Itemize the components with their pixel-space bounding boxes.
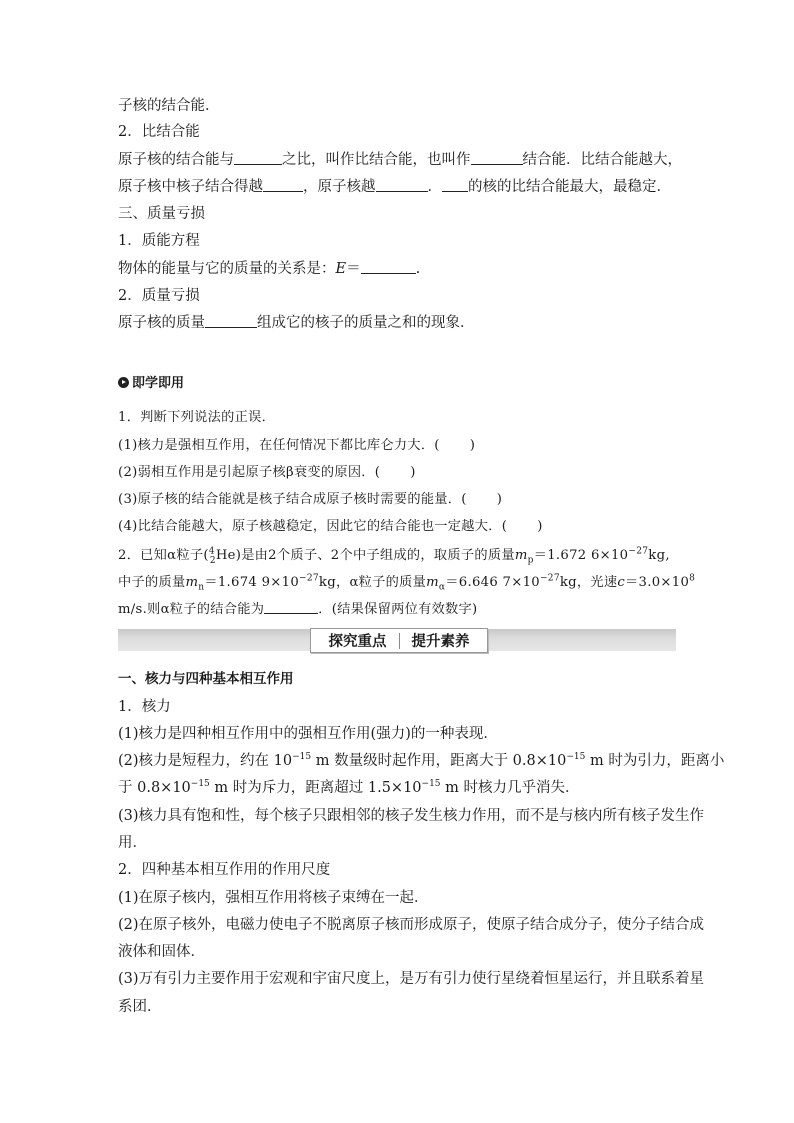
exponent: −27 bbox=[628, 546, 649, 557]
mass-number: 4 bbox=[208, 546, 215, 557]
text: ＝ bbox=[346, 261, 361, 277]
text: 系团． bbox=[118, 999, 162, 1015]
text: 2．质量亏损 bbox=[118, 288, 200, 304]
text: 中子的质量 bbox=[118, 575, 186, 590]
question-2-line-1 bbox=[118, 546, 670, 566]
section-heading-mass-defect bbox=[118, 204, 205, 224]
text: m 时为斥力，距离超过 1.5×10 bbox=[209, 780, 422, 796]
judge-item-1 bbox=[118, 436, 475, 456]
text: 即学即用 bbox=[132, 376, 185, 391]
judge-item-3 bbox=[118, 490, 502, 510]
subscript: n bbox=[198, 582, 205, 593]
text: 的核的比结合能最大，最稳定． bbox=[468, 179, 671, 195]
fill-blank[interactable] bbox=[471, 150, 523, 165]
subscript: α bbox=[438, 582, 446, 593]
text: (4)比结合能越大，原子核越稳定，因此它的结合能也一定越大．( bbox=[118, 519, 508, 534]
text: 子核的结合能． bbox=[118, 98, 220, 114]
fill-blank[interactable] bbox=[234, 150, 282, 165]
text: 用． bbox=[118, 835, 147, 851]
symbol-m: m bbox=[426, 575, 439, 590]
banner-title-right: 提升素养 bbox=[411, 634, 470, 650]
text: ＝3.0×10 bbox=[625, 575, 690, 590]
text: (2)弱相互作用是引起原子核β衰变的原因．( bbox=[118, 465, 381, 480]
text: (2)核力是短程力，约在 10 bbox=[118, 753, 293, 769]
atomic-number: 2 bbox=[209, 555, 216, 566]
text: ＝1.672 6×10 bbox=[533, 548, 629, 563]
fill-blank[interactable] bbox=[442, 177, 468, 192]
practice-heading bbox=[118, 374, 184, 394]
text: 液体和固体． bbox=[118, 944, 205, 960]
text: 一、核力与四种基本相互作用 bbox=[118, 671, 294, 687]
subheading-interaction-scales bbox=[118, 860, 330, 880]
text: 结合能．比结合能越大， bbox=[522, 152, 682, 168]
text: kg，光速 bbox=[559, 575, 618, 590]
text-line bbox=[118, 177, 671, 197]
text: ) bbox=[496, 492, 503, 507]
text-line bbox=[118, 150, 682, 170]
subheading-specific-binding-energy bbox=[118, 122, 200, 142]
section-banner bbox=[310, 628, 488, 653]
text: m 数量级时起作用，距离大于 0.8×10 bbox=[311, 753, 567, 769]
question-2-line-2 bbox=[118, 573, 695, 593]
section-title bbox=[118, 669, 294, 689]
text: ．(结果保留两位有效数字) bbox=[318, 602, 478, 617]
symbol-m: m bbox=[185, 575, 199, 590]
text: 1．判断下列说法的正误． bbox=[118, 410, 276, 425]
text: 物体的能量与它的质量的关系是： bbox=[118, 261, 336, 277]
paragraph-line bbox=[118, 751, 724, 771]
text: (3)万有引力主要作用于宏观和宇宙尺度上，是万有引力使行星绕着恒星运行，并且联系着星 bbox=[118, 971, 705, 987]
text: (3)原子核的结合能就是核子结合成原子核时需要的能量．( bbox=[118, 492, 467, 507]
paragraph-line bbox=[118, 806, 704, 826]
text: (1)在原子核内，强相互作用将核子束缚在一起． bbox=[118, 890, 429, 906]
judge-item-2 bbox=[118, 463, 416, 483]
divider bbox=[399, 633, 400, 649]
text: ) bbox=[410, 465, 416, 480]
text-line bbox=[118, 313, 475, 333]
exponent: −15 bbox=[190, 779, 210, 790]
text: m/s.则α粒子的结合能为 bbox=[118, 602, 265, 617]
text: 2．四种基本相互作用的作用尺度 bbox=[118, 862, 331, 878]
text: kg，α粒子的质量 bbox=[318, 575, 427, 590]
subheading-nuclear-force bbox=[118, 697, 171, 717]
text: (2)在原子核外，电磁力使电子不脱离原子核而形成原子，使原子结合成分子，使分子结合成 bbox=[118, 917, 705, 933]
exponent: 8 bbox=[689, 573, 696, 584]
text: He)是由2个质子、2个中子组成的，取质子的质量 bbox=[215, 548, 515, 563]
text: ＝6.646 7×10 bbox=[445, 575, 540, 590]
text: ) bbox=[537, 519, 543, 534]
text: 2．比结合能 bbox=[118, 124, 200, 140]
fill-blank[interactable] bbox=[376, 177, 428, 192]
text: ) bbox=[469, 438, 476, 453]
text: 原子核的结合能与 bbox=[118, 152, 234, 168]
text: 1．质能方程 bbox=[118, 233, 200, 249]
text: 1．核力 bbox=[118, 699, 171, 715]
text: (3)核力具有饱和性，每个核子只跟相邻的核子发生核力作用，而不是与核内所有核子发生作 bbox=[118, 808, 705, 824]
text: ，原子核越 bbox=[303, 179, 376, 195]
subheading-mass-defect bbox=[118, 286, 200, 306]
paragraph-line bbox=[118, 969, 704, 989]
text: ． bbox=[427, 179, 442, 195]
paragraph-line bbox=[118, 997, 162, 1017]
text-line bbox=[118, 96, 220, 116]
text: 原子核中核子结合得越 bbox=[118, 179, 263, 195]
text: 之比，叫作比结合能，也叫作 bbox=[282, 152, 471, 168]
question-1 bbox=[118, 408, 275, 428]
paragraph-line bbox=[118, 888, 429, 908]
text: . bbox=[415, 261, 421, 277]
text: ＝1.674 9×10 bbox=[204, 575, 300, 590]
exponent: −27 bbox=[299, 573, 319, 584]
exponent: −15 bbox=[292, 752, 312, 763]
question-2-line-3 bbox=[118, 599, 477, 620]
banner-title-left: 探究重点 bbox=[328, 634, 387, 650]
symbol-c: c bbox=[617, 575, 626, 590]
symbol-e: E bbox=[335, 261, 347, 277]
paragraph-line bbox=[118, 724, 498, 744]
text: 于 0.8×10 bbox=[118, 780, 191, 796]
exponent: −27 bbox=[539, 573, 560, 584]
text: (1)核力是四种相互作用中的强相互作用(强力)的一种表现． bbox=[118, 726, 498, 742]
symbol-m: m bbox=[514, 548, 528, 563]
subscript: p bbox=[527, 555, 534, 566]
text: kg, bbox=[648, 548, 670, 563]
fill-blank[interactable] bbox=[263, 177, 303, 192]
paragraph-line bbox=[118, 778, 580, 798]
paragraph-line bbox=[118, 915, 704, 935]
paragraph-line bbox=[118, 942, 205, 962]
fill-blank[interactable] bbox=[361, 259, 416, 274]
text: 原子核的质量 bbox=[118, 315, 205, 331]
exponent: −15 bbox=[566, 752, 586, 763]
text-line bbox=[118, 259, 420, 279]
exponent: −15 bbox=[421, 779, 441, 790]
text: m 时核力几乎消失． bbox=[440, 780, 580, 796]
text: (1)核力是强相互作用，在任何情况下都比库仑力大．( bbox=[118, 438, 440, 453]
judge-item-4 bbox=[118, 517, 543, 537]
text: 2．已知α粒子( bbox=[118, 548, 209, 563]
fill-blank[interactable] bbox=[264, 599, 318, 614]
subheading-mass-energy bbox=[118, 231, 200, 251]
paragraph-line bbox=[118, 833, 147, 853]
play-icon bbox=[118, 377, 129, 388]
text: 三、质量亏损 bbox=[118, 206, 205, 222]
fill-blank[interactable] bbox=[205, 313, 257, 328]
text: 组成它的核子的质量之和的现象． bbox=[257, 315, 475, 331]
text: m 时为引力，距离小 bbox=[585, 753, 725, 769]
